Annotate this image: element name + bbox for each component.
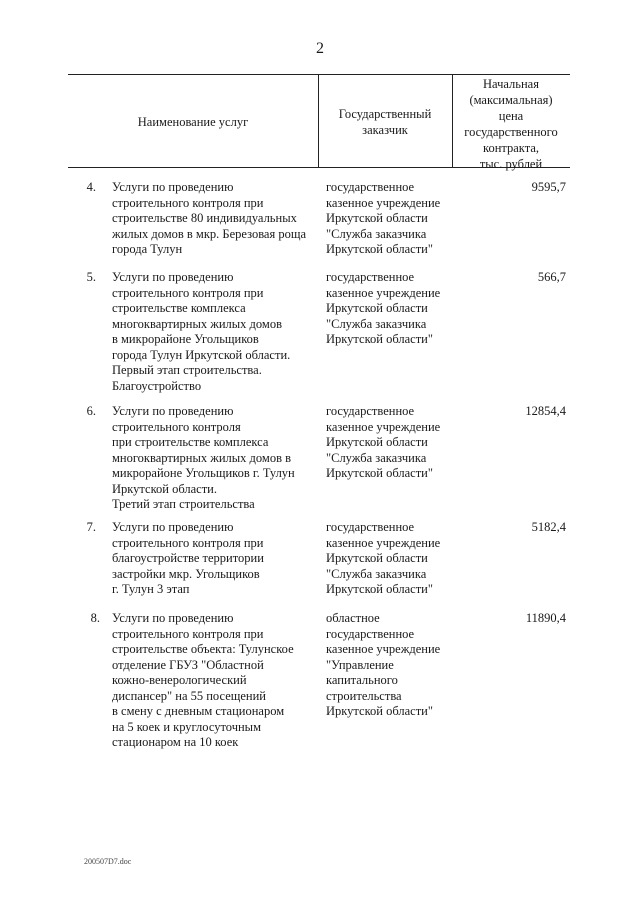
state-customer: областное государственное казенное учреждение "Управление капитального строительства Иркутской области" [326, 611, 441, 718]
document-file-code: 200507D7.doc [84, 857, 132, 866]
contract-price: 5182,4 [531, 520, 566, 534]
service-description: Услуги по проведению строительного контроля при благоустройстве территории застройки мкр. Угольщиков г. Тулун 3 этап [112, 520, 264, 596]
table-top-rule [68, 74, 570, 75]
contract-price: 566,7 [537, 270, 566, 284]
row-number: 5. [86, 270, 96, 284]
state-customer: государственное казенное учреждение Иркутской области "Служба заказчика Иркутской области" [326, 180, 441, 256]
service-description: Услуги по проведению строительного контроля при строительстве комплекса многоквартирных жилых домов в микрорайоне Угольщиков г. Тулун Иркутской области. Третий этап строительства [112, 404, 295, 511]
row-number: 7. [86, 520, 96, 534]
state-customer: государственное казенное учреждение Иркутской области "Служба заказчика Иркутской области" [326, 520, 441, 596]
service-description: Услуги по проведению строительного контроля при строительстве объекта: Тулунское отделение ГБУЗ "Областной кожно-венерологический диспансер" на 55 посещений в смену с дневным стационаром на 5 коек и круглосуточным стационаром на 10 коек [112, 611, 294, 749]
state-customer: государственное казенное учреждение Иркутской области "Служба заказчика Иркутской области" [326, 270, 441, 346]
column-header-customer: Государственный заказчик [338, 107, 432, 137]
service-description: Услуги по проведению строительного контроля при строительстве комплекса многоквартирных жилых домов в микрорайоне Угольщиков города Тулун Иркутской области. Первый этап строительства. Благоустройство [112, 270, 291, 393]
contract-price: 12854,4 [525, 404, 566, 418]
contract-price: 9595,7 [531, 180, 566, 194]
column-header-service-name: Наименование услуг [137, 115, 249, 129]
row-number: 4. [86, 180, 96, 194]
state-customer: государственное казенное учреждение Иркутской области "Служба заказчика Иркутской области" [326, 404, 441, 480]
page-number: 2 [316, 40, 324, 57]
row-number: 6. [86, 404, 96, 418]
row-number: 8. [90, 611, 100, 625]
contract-price: 11890,4 [525, 611, 566, 625]
service-description: Услуги по проведению строительного контроля при строительстве 80 индивидуальных жилых домов в мкр. Березовая роща города Тулун [112, 180, 307, 256]
column-header-price: Начальная (максимальная) цена государственного контракта, тыс. рублей [464, 77, 558, 171]
